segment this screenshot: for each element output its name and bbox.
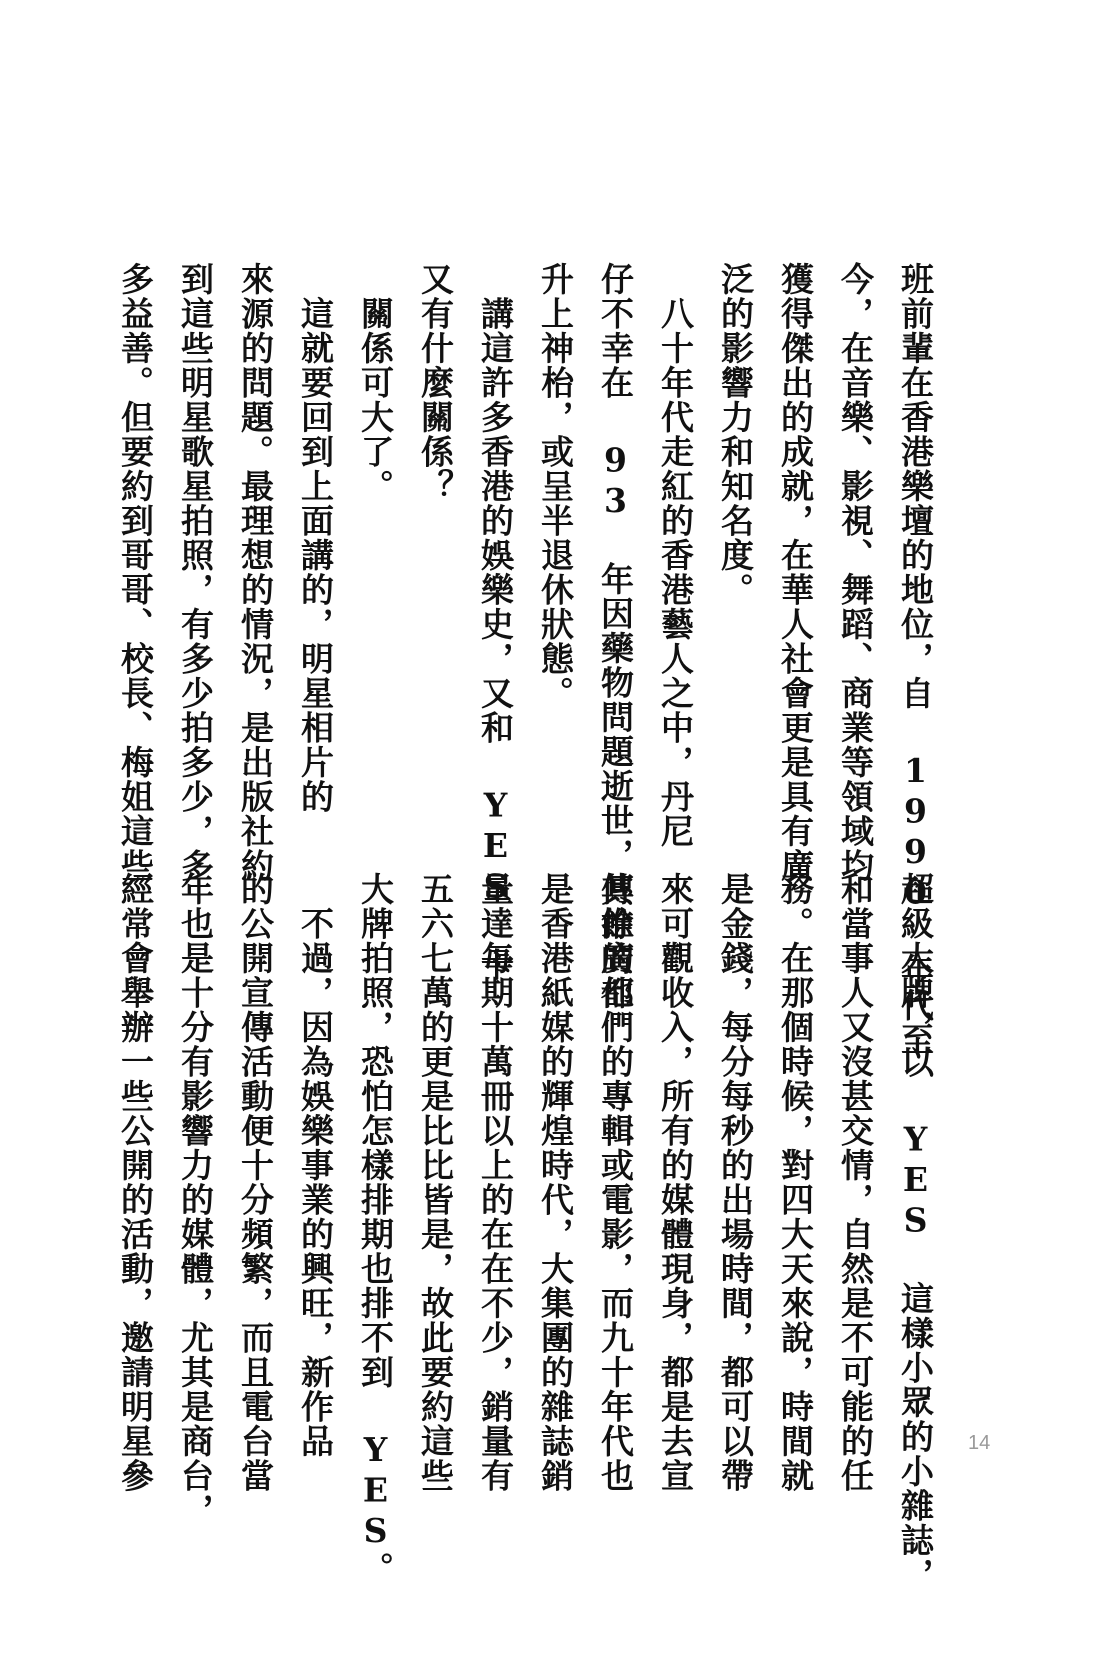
text-column: 來源的問題。最理想的情況，是出版社約 (236, 262, 275, 883)
text-column: 又有什麼關係？ (416, 262, 455, 504)
text-column: 關係可大了。 (356, 262, 395, 504)
text-column: 不過，因為娛樂事業的興旺，新作品 (296, 872, 335, 1459)
text-column: 大牌拍照，恐怕怎樣排期也排不到 YES。 (356, 872, 395, 1586)
text-column: 經常會舉辦一些公開的活動，邀請明星參 (116, 872, 155, 1493)
text-column: 五六七萬的更是比比皆是，故此要約這些 (416, 872, 455, 1493)
text-column: 升上神枱，或呈半退休狀態。 (536, 262, 575, 711)
text-column: 獲得傑出的成就，在華人社會更是具有廣 (776, 262, 815, 883)
text-column: 來可觀收入，所有的媒體現身，都是去宣 (656, 872, 695, 1493)
text-column: 這就要回到上面講的，明星相片的 (296, 262, 335, 814)
text-block-bottom (105, 872, 945, 1592)
text-column: 年也是十分有影響力的媒體，尤其是商台， (176, 872, 215, 1528)
text-column: 多益善。但要約到哥哥、校長、梅姐這些 (116, 262, 155, 883)
text-column: 和當事人又沒甚交情，自然是不可能的任 (836, 872, 875, 1493)
text-column: 傳推廣他們的專輯或電影，而九十年代也 (596, 872, 635, 1493)
text-column: 仔不幸在 93 年因藥物問題逝世，其餘的都 (596, 262, 635, 1011)
text-column: 講這許多香港的娛樂史，又和 YES 卡 (476, 262, 515, 982)
text-column: 八十年代走紅的香港藝人之中，丹尼 (656, 262, 695, 849)
text-column: 到這些明星歌星拍照，有多少拍多少，多 (176, 262, 215, 883)
text-block-top (105, 262, 945, 1057)
text-column: 是金錢，每分每秒的出場時間，都可以帶 (716, 872, 755, 1493)
text-column: 務。在那個時候，對四大天來說，時間就 (776, 872, 815, 1493)
text-column: 是香港紙媒的輝煌時代，大集團的雜誌銷 (536, 872, 575, 1493)
text-column: 班前輩在香港樂壇的地位，自 1990 年代至 (896, 262, 935, 1057)
text-column: 的公開宣傳活動便十分頻繁，而且電台當 (236, 872, 275, 1493)
text-column: 超級大牌，以 YES 這樣小眾的小雜誌， (896, 872, 935, 1592)
text-column: 今，在音樂、影視、舞蹈、商業等領域均 (836, 262, 875, 883)
text-column: 泛的影響力和知名度。 (716, 262, 755, 607)
text-column: 量達每期十萬冊以上的在在不少，銷量有 (476, 872, 515, 1493)
page-number: 14 (968, 1432, 991, 1454)
